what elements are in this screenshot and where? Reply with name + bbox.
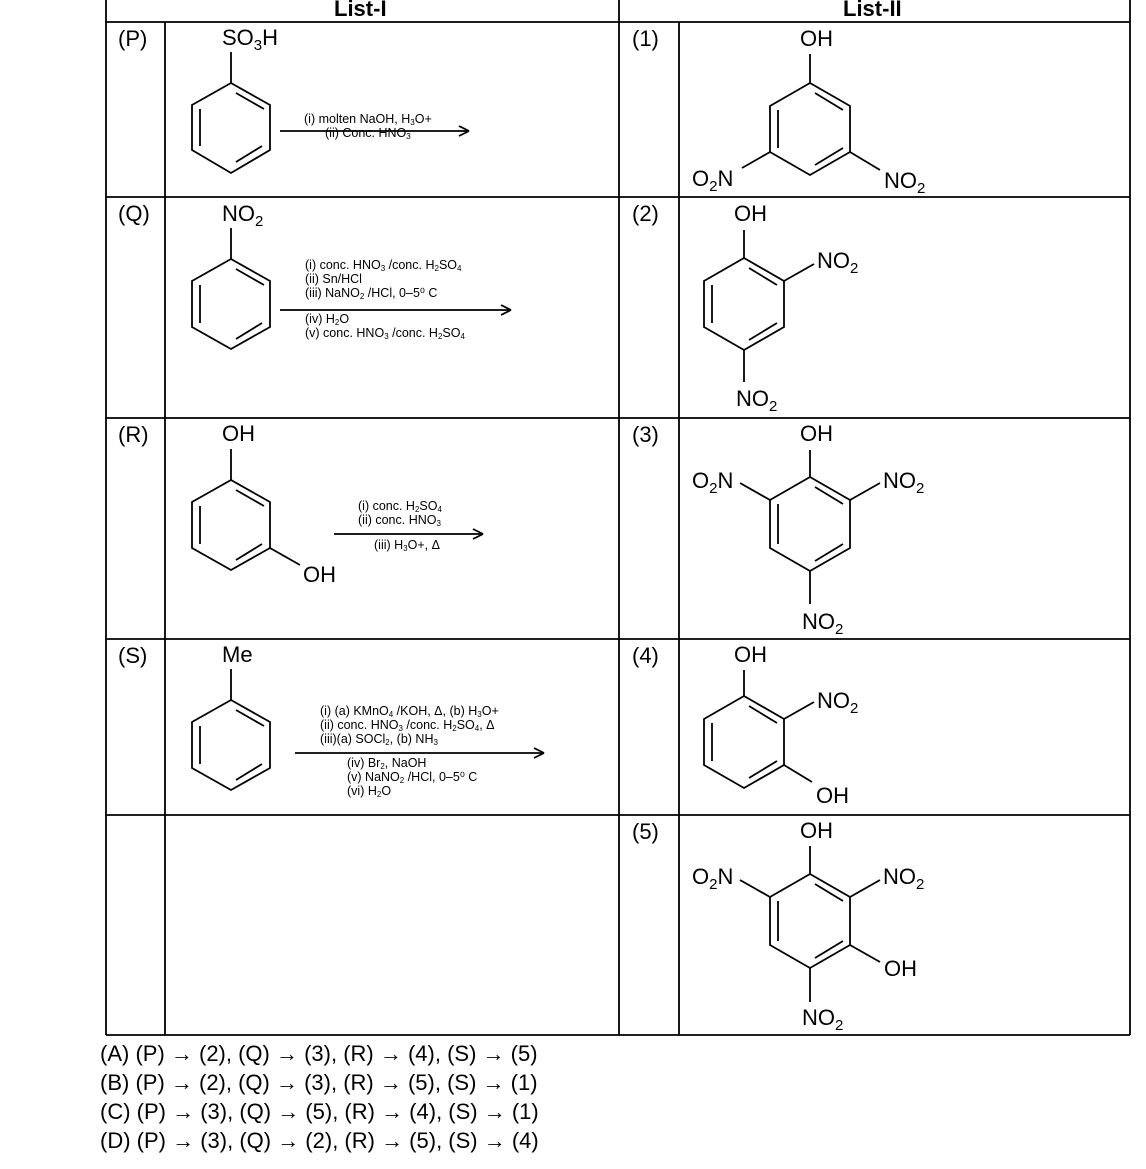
s5-oh-right: OH xyxy=(884,956,917,981)
row-label-4: (4) xyxy=(632,643,659,668)
s3-oh: OH xyxy=(800,421,833,446)
s4-no2: $NO_2$ xyxy=(817,688,859,717)
s5-o2n: $O_2N$ xyxy=(692,864,734,893)
benzene-ring-r xyxy=(192,449,300,570)
option-a[interactable]: (A) (P) → (2), (Q) → (3), (R) → (4), (S) → (5) xyxy=(100,1041,538,1066)
group-me: Me xyxy=(222,642,253,667)
conditions-r-top: (i) conc. $H_2SO_4$ (ii) conc. $HNO_3$ xyxy=(358,499,442,528)
group-so3h: $SO_3H$ xyxy=(222,25,279,54)
s5-no2: $NO_2$ xyxy=(883,864,925,893)
row-label-r: (R) xyxy=(118,422,149,447)
row-label-s: (S) xyxy=(118,643,148,668)
s2-no2-ortho: $NO_2$ xyxy=(817,248,859,277)
row-label-1: (1) xyxy=(632,26,659,51)
structure-5 xyxy=(740,846,880,1002)
benzene-ring-p xyxy=(192,52,270,173)
s1-o2n: $O_2N$ xyxy=(692,166,734,195)
benzene-ring-s xyxy=(192,669,270,790)
group-oh-meta: OH xyxy=(303,562,336,587)
row-label-p: (P) xyxy=(118,26,148,51)
group-no2: $NO_2$ xyxy=(222,201,264,230)
option-c[interactable]: (C) (P) → (3), (Q) → (5), (R) → (4), (S) → (1) xyxy=(100,1099,539,1124)
s2-oh: OH xyxy=(734,201,767,226)
list2-header: List-II xyxy=(843,0,902,21)
row-label-3: (3) xyxy=(632,422,659,447)
s4-oh-top: OH xyxy=(734,642,767,667)
s2-no2-para: $NO_2$ xyxy=(736,386,778,415)
s5-oh-top: OH xyxy=(800,818,833,843)
s1-no2: $NO_2$ xyxy=(884,168,926,197)
option-b[interactable]: (B) (P) → (2), (Q) → (3), (R) → (5), (S) → (1) xyxy=(100,1070,538,1095)
structure-2 xyxy=(704,230,814,382)
s1-oh: OH xyxy=(800,26,833,51)
structure-3 xyxy=(740,450,880,604)
conditions-s-top: (i) (a) KMnO$_4$ /KOH, Δ, (b) $H_3O+$ (ii) conc. $HNO_3$ /conc. $H_2SO_4$, Δ (iii)(a) SOCl$_2$, (b) $NH_3$ xyxy=(320,704,499,747)
option-d[interactable]: (D) (P) → (3), (Q) → (2), (R) → (5), (S) → (4) xyxy=(100,1128,539,1153)
row-label-q: (Q) xyxy=(118,201,150,226)
benzene-ring-q xyxy=(192,228,270,349)
s3-o2n: $O_2N$ xyxy=(692,468,734,497)
structure-4 xyxy=(704,670,814,788)
s5-no2-para: $NO_2$ xyxy=(802,1005,844,1034)
s3-no2-para: $NO_2$ xyxy=(802,609,844,638)
row-label-2: (2) xyxy=(632,201,659,226)
conditions-p: (i) molten NaOH, $H_3O+$ (ii) Conc. $HNO_3$ xyxy=(304,112,432,141)
conditions-q-bottom: (iv) $H_2O$ (v) conc. $HNO_3$ /conc. $H_2SO_4$ xyxy=(305,312,465,341)
s3-no2-ortho: $NO_2$ xyxy=(883,468,925,497)
structure-1 xyxy=(742,54,880,175)
s4-oh-bottom: OH xyxy=(816,783,849,808)
conditions-q-top: (i) conc. $HNO_3$ /conc. $H_2SO_4$ (ii) Sn/HCl (iii) NaNO$_2$ /HCl, 0–5⁰ C xyxy=(305,258,462,301)
row-label-5: (5) xyxy=(632,819,659,844)
conditions-s-bottom: (iv) $Br_2$, NaOH (v) NaNO$_2$ /HCl, 0–5⁰ C (vi) $H_2O$ xyxy=(347,756,478,799)
list1-header: List-I xyxy=(334,0,387,21)
group-oh-top: OH xyxy=(222,421,255,446)
conditions-r-bottom: (iii) $H_3O+$, Δ xyxy=(374,538,440,553)
